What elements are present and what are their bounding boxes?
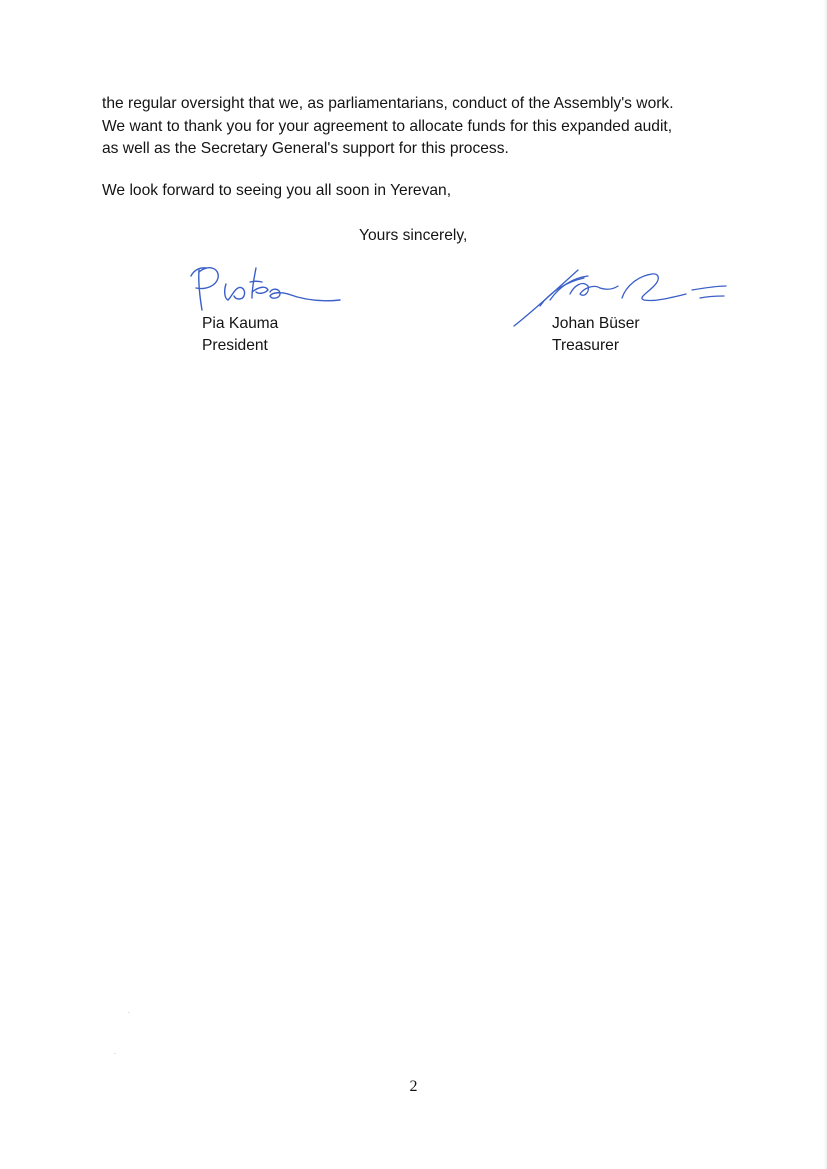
signatory-name: Johan Büser [552,315,640,332]
signatory-title: President [202,337,268,354]
letter-paragraph [102,93,762,161]
paragraph-line: the regular oversight that we, as parliamentarians, conduct of the Assembly's work. [102,95,674,112]
scan-speck [114,1053,116,1054]
signatory-treasurer [552,313,640,357]
paragraph-line: We want to thank you for your agreement to allocate funds for this expanded audit, [102,117,673,135]
signatory-president [202,313,278,357]
paragraph-line: as well as the Secretary General's support for this process. [102,140,509,157]
signatory-title: Treasurer [552,337,620,354]
page-number: 2 [409,1078,418,1095]
salutation: Yours sincerely, [359,227,468,244]
scan-speck [128,1012,130,1013]
closing-line: We look forward to seeing you all soon in Yerevan, [102,182,452,199]
signatory-name: Pia Kauma [202,315,279,332]
